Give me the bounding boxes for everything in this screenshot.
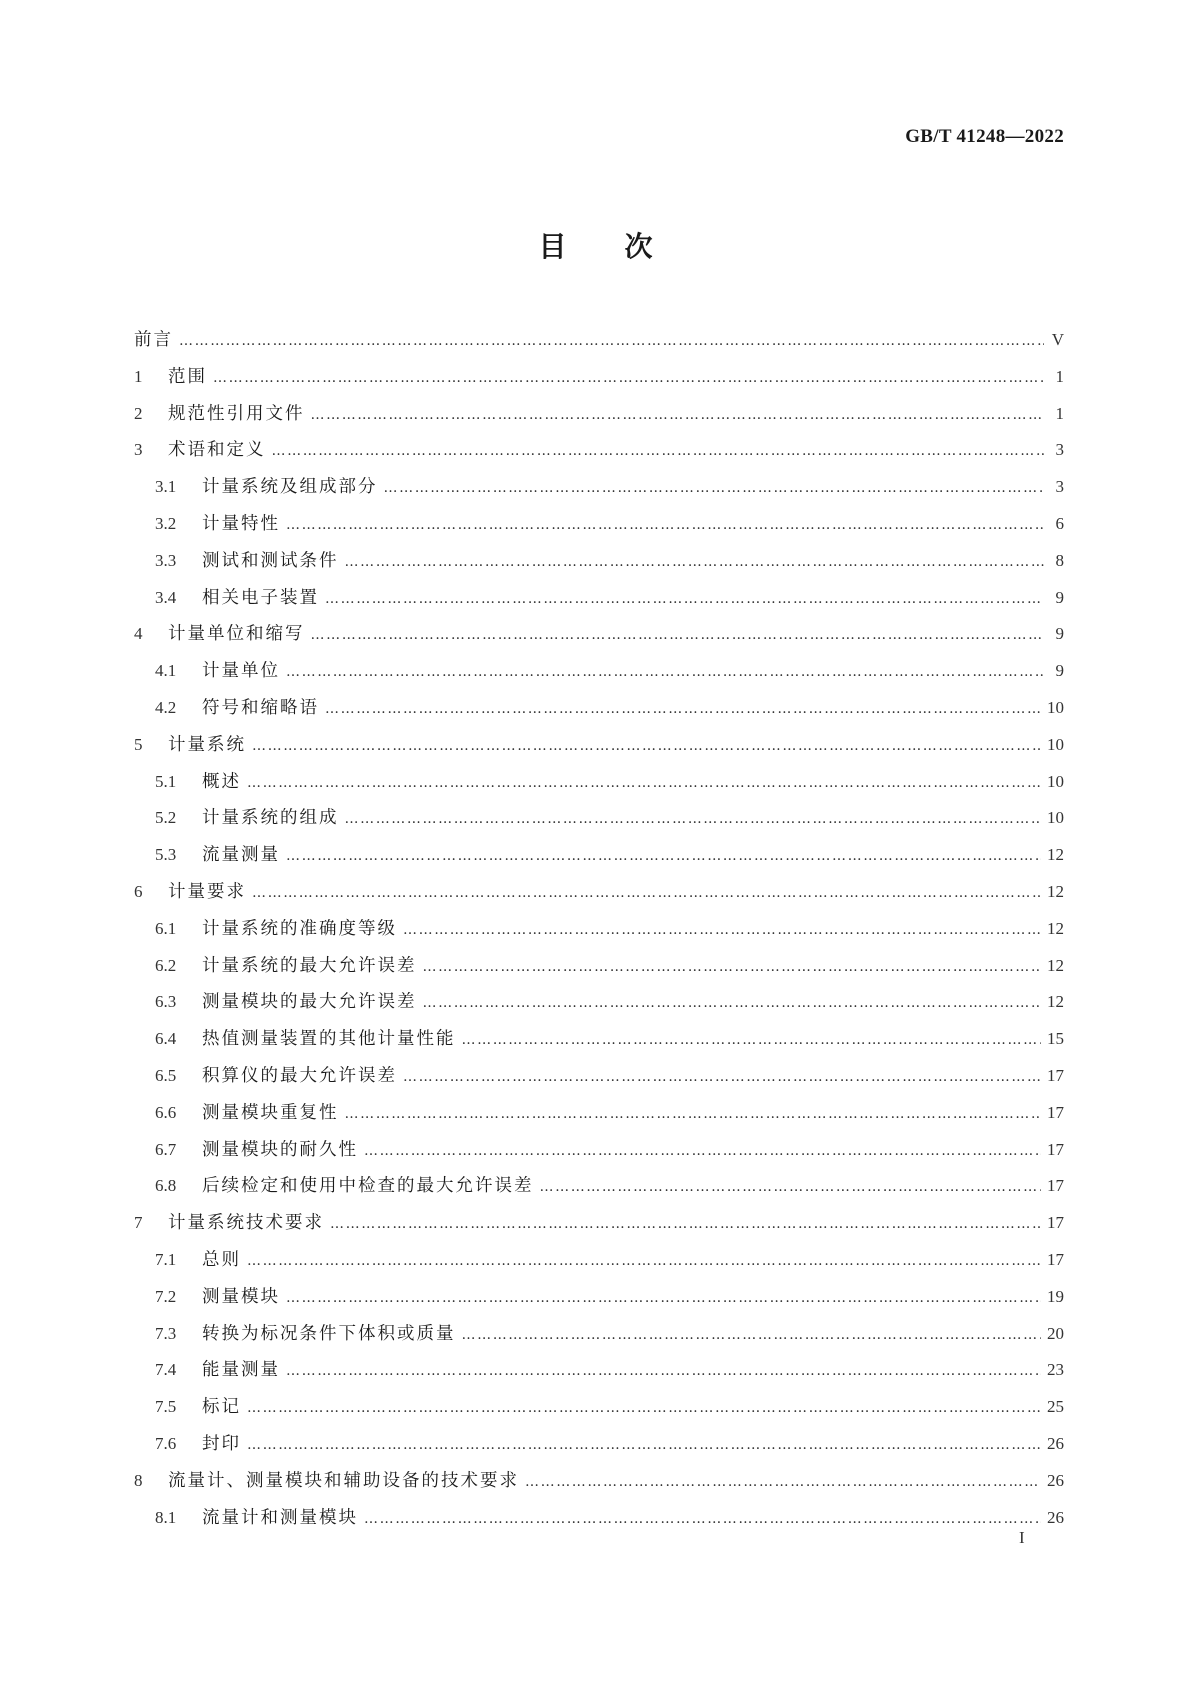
toc-entry[interactable]	[134, 1467, 1064, 1504]
toc-entry-number: 7.5	[155, 1397, 177, 1417]
toc-entry-number: 6	[134, 881, 143, 901]
toc-entry-label: 总则	[202, 1249, 241, 1270]
toc-entry-label: 计量系统的准确度等级	[202, 918, 397, 939]
toc-entry-number: 6.3	[155, 992, 177, 1012]
toc-dot-leader	[384, 480, 1045, 496]
toc-entry-page: 10	[1047, 697, 1064, 717]
toc-entry-label: 测量模块	[202, 1286, 280, 1307]
toc-entry-page: 17	[1047, 1176, 1064, 1196]
toc-entry[interactable]	[134, 731, 1064, 768]
toc-entry-page: 26	[1047, 1507, 1064, 1527]
toc-entry[interactable]	[134, 657, 1064, 694]
toc-dot-leader	[423, 995, 1042, 1011]
toc-entry-page: 17	[1047, 1213, 1064, 1233]
toc-entry-page: 10	[1047, 808, 1064, 828]
toc-entry-page: 17	[1047, 1249, 1064, 1269]
toc-entry-label: 流量计和测量模块	[202, 1507, 358, 1528]
toc-entry-number: 3.3	[155, 550, 177, 570]
toc-entry-label: 测量模块重复性	[202, 1102, 339, 1123]
toc-dot-leader	[247, 775, 1041, 791]
toc-entry-page: 6	[1055, 513, 1064, 533]
toc-entry-number: 5	[134, 734, 143, 754]
toc-entry-page: 3	[1055, 477, 1064, 497]
toc-entry-page: V	[1051, 330, 1064, 349]
toc-dot-leader	[213, 370, 1044, 386]
toc-entry[interactable]	[134, 584, 1064, 621]
toc-entry-label: 标记	[202, 1397, 241, 1418]
toc-entry-label: 范围	[168, 366, 207, 387]
toc-title: 目次	[538, 230, 711, 263]
toc-entry-label: 计量系统技术要求	[168, 1213, 324, 1234]
toc-entry[interactable]	[134, 1430, 1064, 1467]
toc-entry[interactable]	[134, 1099, 1064, 1136]
toc-dot-leader	[540, 1179, 1042, 1195]
toc-entry-page: 17	[1047, 1139, 1064, 1159]
toc-entry-page: 23	[1047, 1360, 1064, 1380]
toc-dot-leader	[462, 1327, 1042, 1343]
toc-entry-number: 7.3	[155, 1323, 177, 1343]
toc-entry-label: 相关电子装置	[202, 587, 319, 608]
toc-entry-page: 12	[1047, 955, 1064, 975]
toc-entry-label: 转换为标况条件下体积或质量	[202, 1323, 456, 1344]
toc-entry[interactable]	[134, 1393, 1064, 1430]
toc-entry-label: 积算仪的最大允许误差	[202, 1065, 397, 1086]
toc-dot-leader	[330, 1216, 1041, 1232]
toc-entry-label: 计量系统的最大允许误差	[202, 955, 417, 976]
toc-entry[interactable]	[134, 952, 1064, 989]
toc-entry-page: 8	[1055, 550, 1064, 570]
toc-entry[interactable]	[134, 400, 1064, 437]
toc-entry-number: 7.2	[155, 1286, 177, 1306]
toc-entry[interactable]	[134, 878, 1064, 915]
toc-entry-number: 7.1	[155, 1249, 177, 1269]
toc-dot-leader	[286, 517, 1044, 533]
toc-entry-label: 计量系统	[168, 734, 246, 755]
toc-dot-leader	[345, 1106, 1042, 1122]
toc-entry[interactable]	[134, 1209, 1064, 1246]
toc-entry[interactable]	[134, 694, 1064, 731]
toc-dot-leader	[247, 1400, 1041, 1416]
table-of-contents	[134, 326, 1064, 1540]
toc-entry-page: 9	[1055, 661, 1064, 681]
toc-entry-page: 10	[1047, 771, 1064, 791]
toc-entry-page: 26	[1047, 1433, 1064, 1453]
toc-dot-leader	[252, 738, 1041, 754]
toc-entry-page: 20	[1047, 1323, 1064, 1343]
toc-entry-label: 计量单位和缩写	[168, 624, 305, 645]
toc-entry-label: 测量模块的最大允许误差	[202, 992, 417, 1013]
toc-entry-number: 4.2	[155, 697, 177, 717]
toc-entry-page: 12	[1047, 845, 1064, 865]
toc-entry[interactable]	[134, 473, 1064, 510]
toc-dot-leader	[325, 701, 1041, 717]
toc-dot-leader	[247, 1253, 1041, 1269]
toc-entry-label: 测量模块的耐久性	[202, 1139, 358, 1160]
toc-dot-leader	[345, 554, 1045, 570]
toc-entry[interactable]	[134, 915, 1064, 952]
toc-entry[interactable]	[134, 1246, 1064, 1283]
toc-entry-number: 6.6	[155, 1102, 177, 1122]
toc-entry[interactable]	[134, 436, 1064, 473]
toc-entry-number: 6.7	[155, 1139, 177, 1159]
toc-entry-label: 计量系统的组成	[202, 808, 339, 829]
toc-entry-number: 2	[134, 403, 143, 423]
toc-entry-page: 10	[1047, 734, 1064, 754]
toc-entry-label: 测试和测试条件	[202, 550, 339, 571]
toc-dot-leader	[325, 591, 1044, 607]
toc-entry-label: 流量计、测量模块和辅助设备的技术要求	[168, 1470, 519, 1491]
toc-entry-label: 后续检定和使用中检查的最大允许误差	[202, 1176, 534, 1197]
toc-dot-leader	[286, 1290, 1041, 1306]
toc-entry-number: 3	[134, 440, 143, 460]
toc-entry-label: 计量系统及组成部分	[202, 477, 378, 498]
toc-dot-leader	[403, 1069, 1041, 1085]
toc-entry-page: 12	[1047, 918, 1064, 938]
toc-entry[interactable]	[134, 1356, 1064, 1393]
toc-entry[interactable]	[134, 1062, 1064, 1099]
toc-entry-number: 4.1	[155, 661, 177, 681]
page-number: I	[1019, 1528, 1025, 1547]
toc-entry-page: 12	[1047, 881, 1064, 901]
toc-entry-label: 热值测量装置的其他计量性能	[202, 1029, 456, 1050]
toc-entry-page: 15	[1047, 1029, 1064, 1049]
toc-entry-page: 9	[1055, 587, 1064, 607]
toc-dot-leader	[423, 959, 1042, 975]
toc-entry-page: 17	[1047, 1102, 1064, 1122]
toc-entry-number: 7.6	[155, 1433, 177, 1453]
toc-dot-leader	[247, 1437, 1041, 1453]
toc-entry-number: 7	[134, 1213, 143, 1233]
toc-entry-number: 5.2	[155, 808, 177, 828]
toc-entry[interactable]	[134, 804, 1064, 841]
toc-entry-number: 5.3	[155, 845, 177, 865]
toc-dot-leader	[311, 407, 1045, 423]
toc-entry[interactable]	[134, 547, 1064, 584]
toc-entry[interactable]	[134, 1136, 1064, 1173]
toc-entry[interactable]	[134, 363, 1064, 400]
toc-entry-number: 1	[134, 366, 143, 386]
toc-entry-label: 流量测量	[202, 845, 280, 866]
toc-entry-page: 1	[1055, 403, 1064, 423]
toc-entry-page: 19	[1047, 1286, 1064, 1306]
toc-entry-label: 前言	[134, 330, 173, 350]
toc-dot-leader	[311, 627, 1045, 643]
toc-dot-leader	[462, 1032, 1042, 1048]
toc-entry-number: 8.1	[155, 1507, 177, 1527]
toc-entry[interactable]	[134, 510, 1064, 547]
toc-entry-number: 7.4	[155, 1360, 177, 1380]
toc-entry[interactable]	[134, 1504, 1064, 1541]
toc-entry[interactable]	[134, 326, 1064, 363]
toc-entry[interactable]	[134, 1283, 1064, 1320]
toc-dot-leader	[286, 664, 1044, 680]
toc-entry-number: 4	[134, 624, 143, 644]
toc-dot-leader	[525, 1474, 1041, 1490]
toc-entry-number: 6.5	[155, 1065, 177, 1085]
toc-dot-leader	[272, 443, 1045, 459]
toc-dot-leader	[252, 885, 1041, 901]
toc-entry-page: 12	[1047, 992, 1064, 1012]
toc-entry[interactable]	[134, 988, 1064, 1025]
toc-dot-leader	[345, 811, 1042, 827]
toc-entry[interactable]	[134, 768, 1064, 805]
toc-entry-number: 6.1	[155, 918, 177, 938]
toc-entry-page: 9	[1055, 624, 1064, 644]
toc-entry-number: 3.1	[155, 477, 177, 497]
toc-entry-label: 规范性引用文件	[168, 403, 305, 424]
toc-dot-leader	[403, 922, 1041, 938]
toc-entry-number: 6.8	[155, 1176, 177, 1196]
toc-entry-page: 25	[1047, 1397, 1064, 1417]
toc-entry[interactable]	[134, 620, 1064, 657]
toc-entry-number: 6.4	[155, 1029, 177, 1049]
toc-dot-leader	[364, 1143, 1041, 1159]
toc-entry-number: 5.1	[155, 771, 177, 791]
toc-dot-leader	[286, 1363, 1041, 1379]
toc-dot-leader	[179, 333, 1044, 349]
toc-entry-label: 计量要求	[168, 881, 246, 902]
document-code: GB/T 41248—2022	[905, 126, 1064, 147]
toc-entry-page: 17	[1047, 1065, 1064, 1085]
toc-entry-label: 计量单位	[202, 661, 280, 682]
toc-entry-number: 3.4	[155, 587, 177, 607]
toc-entry-label: 符号和缩略语	[202, 697, 319, 718]
toc-dot-leader	[286, 848, 1041, 864]
toc-entry-number: 8	[134, 1470, 143, 1490]
toc-entry-number: 6.2	[155, 955, 177, 975]
toc-entry[interactable]	[134, 1320, 1064, 1357]
toc-entry-label: 计量特性	[202, 513, 280, 534]
toc-entry-label: 术语和定义	[168, 440, 266, 461]
toc-entry-label: 能量测量	[202, 1360, 280, 1381]
toc-entry-number: 3.2	[155, 513, 177, 533]
toc-entry-page: 3	[1055, 440, 1064, 460]
toc-entry-page: 1	[1055, 366, 1064, 386]
toc-dot-leader	[364, 1511, 1041, 1527]
toc-entry-label: 概述	[202, 771, 241, 792]
toc-entry[interactable]	[134, 1172, 1064, 1209]
toc-entry[interactable]	[134, 841, 1064, 878]
toc-entry-label: 封印	[202, 1433, 241, 1454]
toc-entry[interactable]	[134, 1025, 1064, 1062]
toc-entry-page: 26	[1047, 1470, 1064, 1490]
